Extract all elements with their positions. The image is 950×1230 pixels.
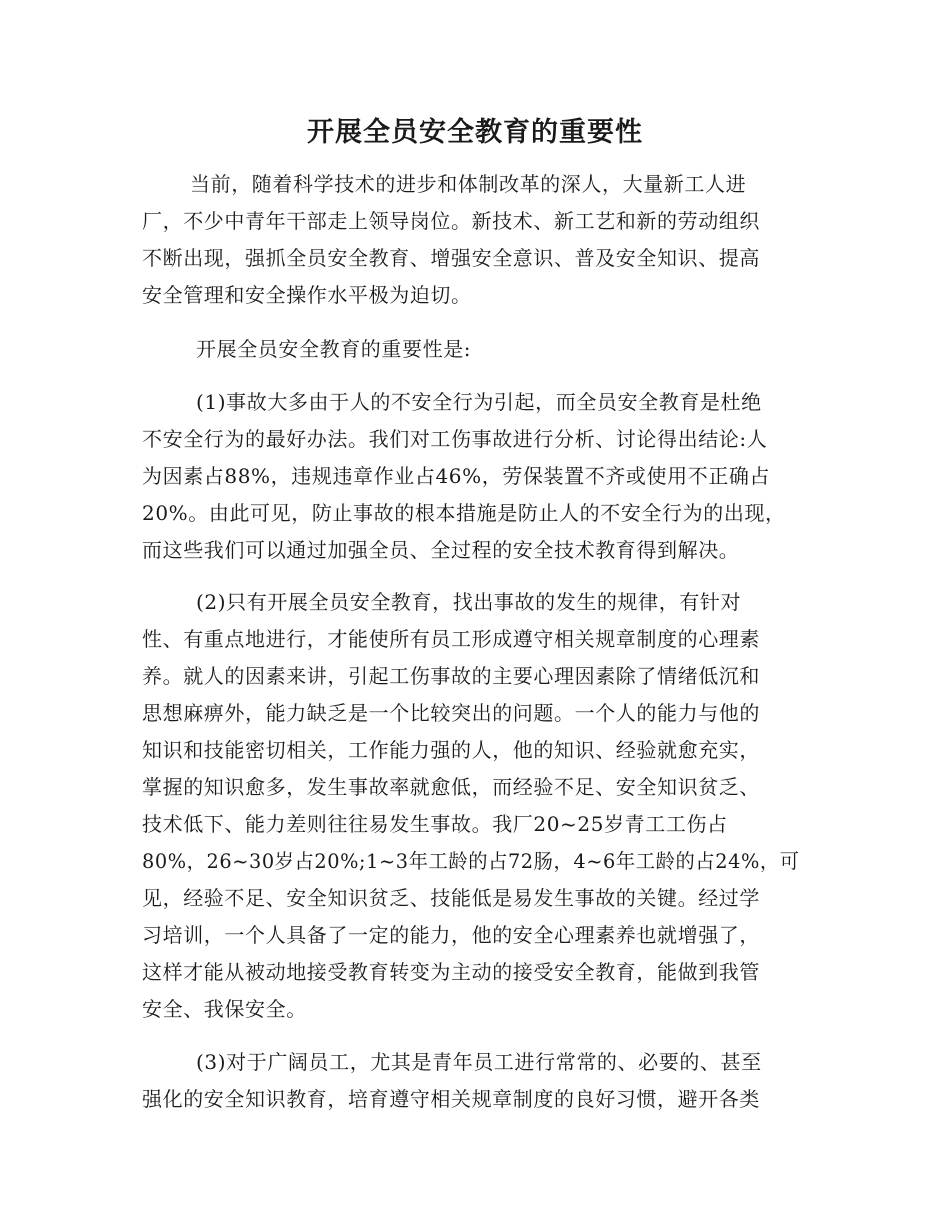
paragraph-line: 20%。由此可见，防止事故的根本措施是防止人的不安全行为的出现， [142, 501, 786, 525]
paragraph-line: 厂，不少中青年干部走上领导岗位。新技术、新工艺和新的劳动组织 [142, 209, 760, 233]
paragraph-line: (1)事故大多由于人的不安全行为引起，而全员安全教育是杜绝 [196, 390, 762, 414]
document-title: 开展全员安全教育的重要性 [307, 117, 643, 148]
paragraph-line: 思想麻痹外，能力缺乏是一个比较突出的问题。一个人的能力与他的 [142, 701, 760, 725]
paragraph-line: 见，经验不足、安全知识贫乏、技能低是易发生事故的关键。经过学 [142, 886, 760, 910]
paragraph-line: 80%，26~30岁占20%;1~3年工龄的占72肠，4~6年工龄的占24%，可 [142, 849, 800, 873]
paragraph-line: 安全、我保安全。 [142, 997, 307, 1021]
paragraph-line: 强化的安全知识教育，培育遵守相关规章制度的良好习惯，避开各类 [142, 1087, 760, 1111]
paragraph-line: 掌握的知识愈多，发生事故率就愈低，而经验不足、安全知识贫乏、 [142, 775, 760, 799]
paragraph-line: 当前，随着科学技术的进步和体制改革的深人，大量新工人进 [190, 172, 747, 196]
paragraph-line: 开展全员安全教育的重要性是: [196, 337, 472, 361]
paragraph-line: 安全管理和安全操作水平极为迫切。 [142, 283, 472, 307]
paragraph-line: 不断出现，强抓全员安全教育、增强安全意识、普及安全知识、提高 [142, 246, 760, 270]
paragraph-line: (2)只有开展全员安全教育，找出事故的发生的规律，有针对 [196, 590, 742, 614]
paragraph-line: 而这些我们可以通过加强全员、全过程的安全技术教育得到解决。 [142, 538, 740, 562]
paragraph-line: 不安全行为的最好办法。我们对工伤事故进行分析、讨论得出结论:人 [142, 427, 768, 451]
paragraph-line: 养。就人的因素来讲，引起工伤事故的主要心理因素除了情绪低沉和 [142, 664, 760, 688]
paragraph-line: 知识和技能密切相关，工作能力强的人，他的知识、经验就愈充实， [142, 738, 760, 762]
paragraph-line: (3)对于广阔员工，尤其是青年员工进行常常的、必要的、甚至 [196, 1050, 762, 1074]
paragraph-line: 这样才能从被动地接受教育转变为主动的接受安全教育，能做到我管 [142, 960, 760, 984]
paragraph-line: 技术低下、能力差则往往易发生事故。我厂20~25岁青工工伤占 [142, 812, 728, 836]
paragraph-line: 性、有重点地进行，才能使所有员工形成遵守相关规章制度的心理素 [142, 627, 760, 651]
paragraph-line: 为因素占88%，违规违章作业占46%，劳保装置不齐或使用不正确占 [142, 464, 771, 488]
paragraph-line: 习培训，一个人具备了一定的能力，他的安全心理素养也就增强了， [142, 923, 760, 947]
